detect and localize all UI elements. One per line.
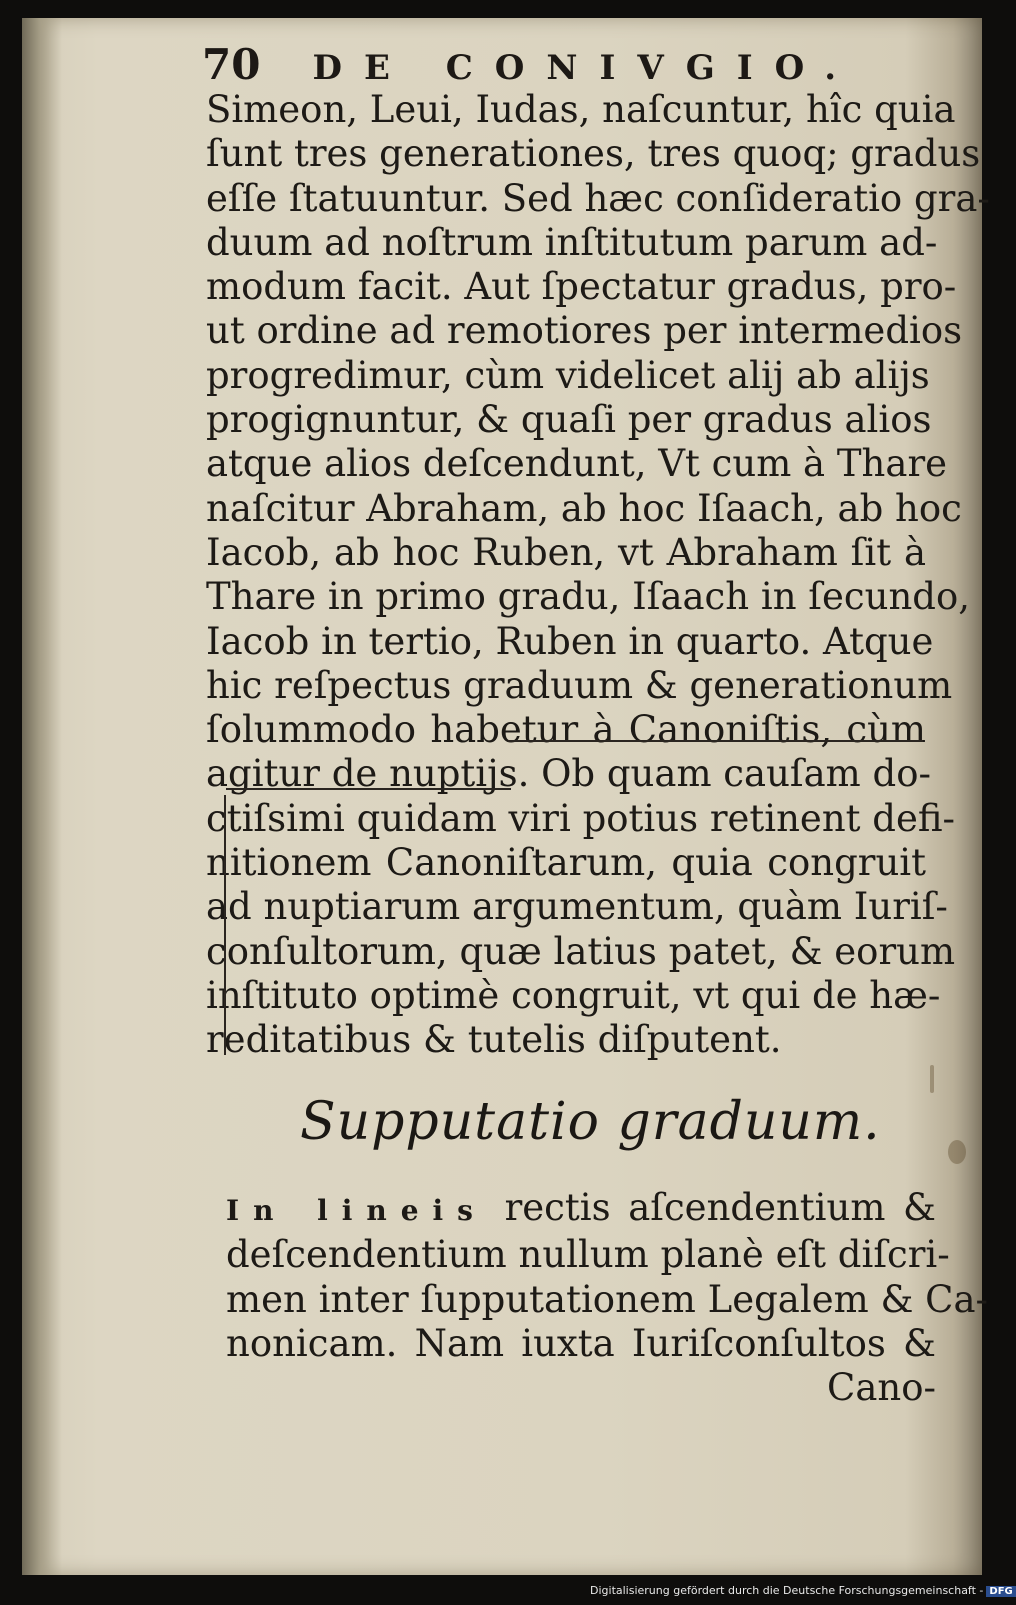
text-line: progredimur, cùm videlicet alij ab alijs <box>206 353 930 397</box>
text-line: ut ordine ad remotiores per intermedios <box>206 309 963 353</box>
dfg-logo: DFG <box>986 1586 1015 1597</box>
text-line: reditatibus & tutelis diſputent. <box>206 1018 782 1062</box>
handwritten-margin-bracket <box>224 795 240 1055</box>
section-body <box>226 1186 989 1410</box>
text-line: Iacob in tertio, Ruben in quarto. Atque <box>206 619 934 663</box>
text-line: Iacob, ab hoc Ruben, vt Abraham ſit à <box>206 530 926 574</box>
running-header <box>202 40 859 90</box>
paper-stain <box>948 1140 966 1164</box>
text-line: atque alios deſcendunt, Vt cum à Thare <box>206 442 948 486</box>
text-line: deſcendentium nullum planè eſt diſcri- <box>226 1233 950 1277</box>
running-head-title: DE CONIVGIO. <box>312 48 859 88</box>
footer-text: Digitalisierung gefördert durch die Deutsche Forschungsgemeinschaft - <box>590 1584 984 1597</box>
text-line: ctiſsimi quidam viri potius retinent defi- <box>206 796 956 840</box>
text-line: nitionem Canoniſtarum, quia congruit <box>206 841 926 885</box>
text-line: conſultorum, quæ latius patet, & eorum <box>206 929 956 973</box>
text-line: ad nuptiarum argumentum, quàm Iuriſ- <box>206 885 948 929</box>
handwritten-underline <box>508 740 923 742</box>
text-line: ſolummodo habetur à Canoniſtis, cùm <box>206 708 926 752</box>
text-line: duum ad noſtrum inſtitutum parum ad- <box>206 220 938 264</box>
page-gutter <box>22 18 62 1575</box>
text-line: naſcitur Abraham, ab hoc Iſaach, ab hoc <box>206 486 962 530</box>
text-line: ſunt tres generationes, tres quoq; gradus <box>206 132 981 176</box>
text-line-rest: rectis aſcendentium & <box>504 1186 936 1229</box>
text-line: inſtituto optimè congruit, vt qui de hæ- <box>206 973 941 1017</box>
small-caps-lead: In lineis <box>226 1194 487 1227</box>
paper-stain <box>930 1065 934 1093</box>
text-line: Simeon, Leui, Iudas, naſcuntur, hîc quia <box>206 88 956 131</box>
text-line: progignuntur, & quaſi per gradus alios <box>206 398 932 442</box>
page-number: 70 <box>202 40 261 89</box>
catchword: Cano- <box>827 1366 936 1410</box>
text-line: eſſe ſtatuuntur. Sed hæc conſideratio gra- <box>206 176 990 220</box>
body-text <box>206 88 990 1063</box>
text-line: Thare in primo gradu, Iſaach in ſecundo, <box>206 575 970 619</box>
footer-credit <box>590 1584 1013 1600</box>
text-line: agitur de nuptijs. Ob quam cauſam do- <box>206 752 931 796</box>
text-line <box>226 1186 936 1233</box>
section-heading: Supputatio graduum. <box>300 1092 881 1152</box>
handwritten-underline <box>226 788 511 790</box>
text-line: hic reſpectus graduum & generationum <box>206 663 953 707</box>
text-line: men inter ſupputationem Legalem & Ca- <box>226 1277 989 1321</box>
text-line: modum facit. Aut ſpectatur gradus, pro- <box>206 265 957 309</box>
text-line: nonicam. Nam iuxta Iuriſconſultos & <box>226 1321 936 1365</box>
